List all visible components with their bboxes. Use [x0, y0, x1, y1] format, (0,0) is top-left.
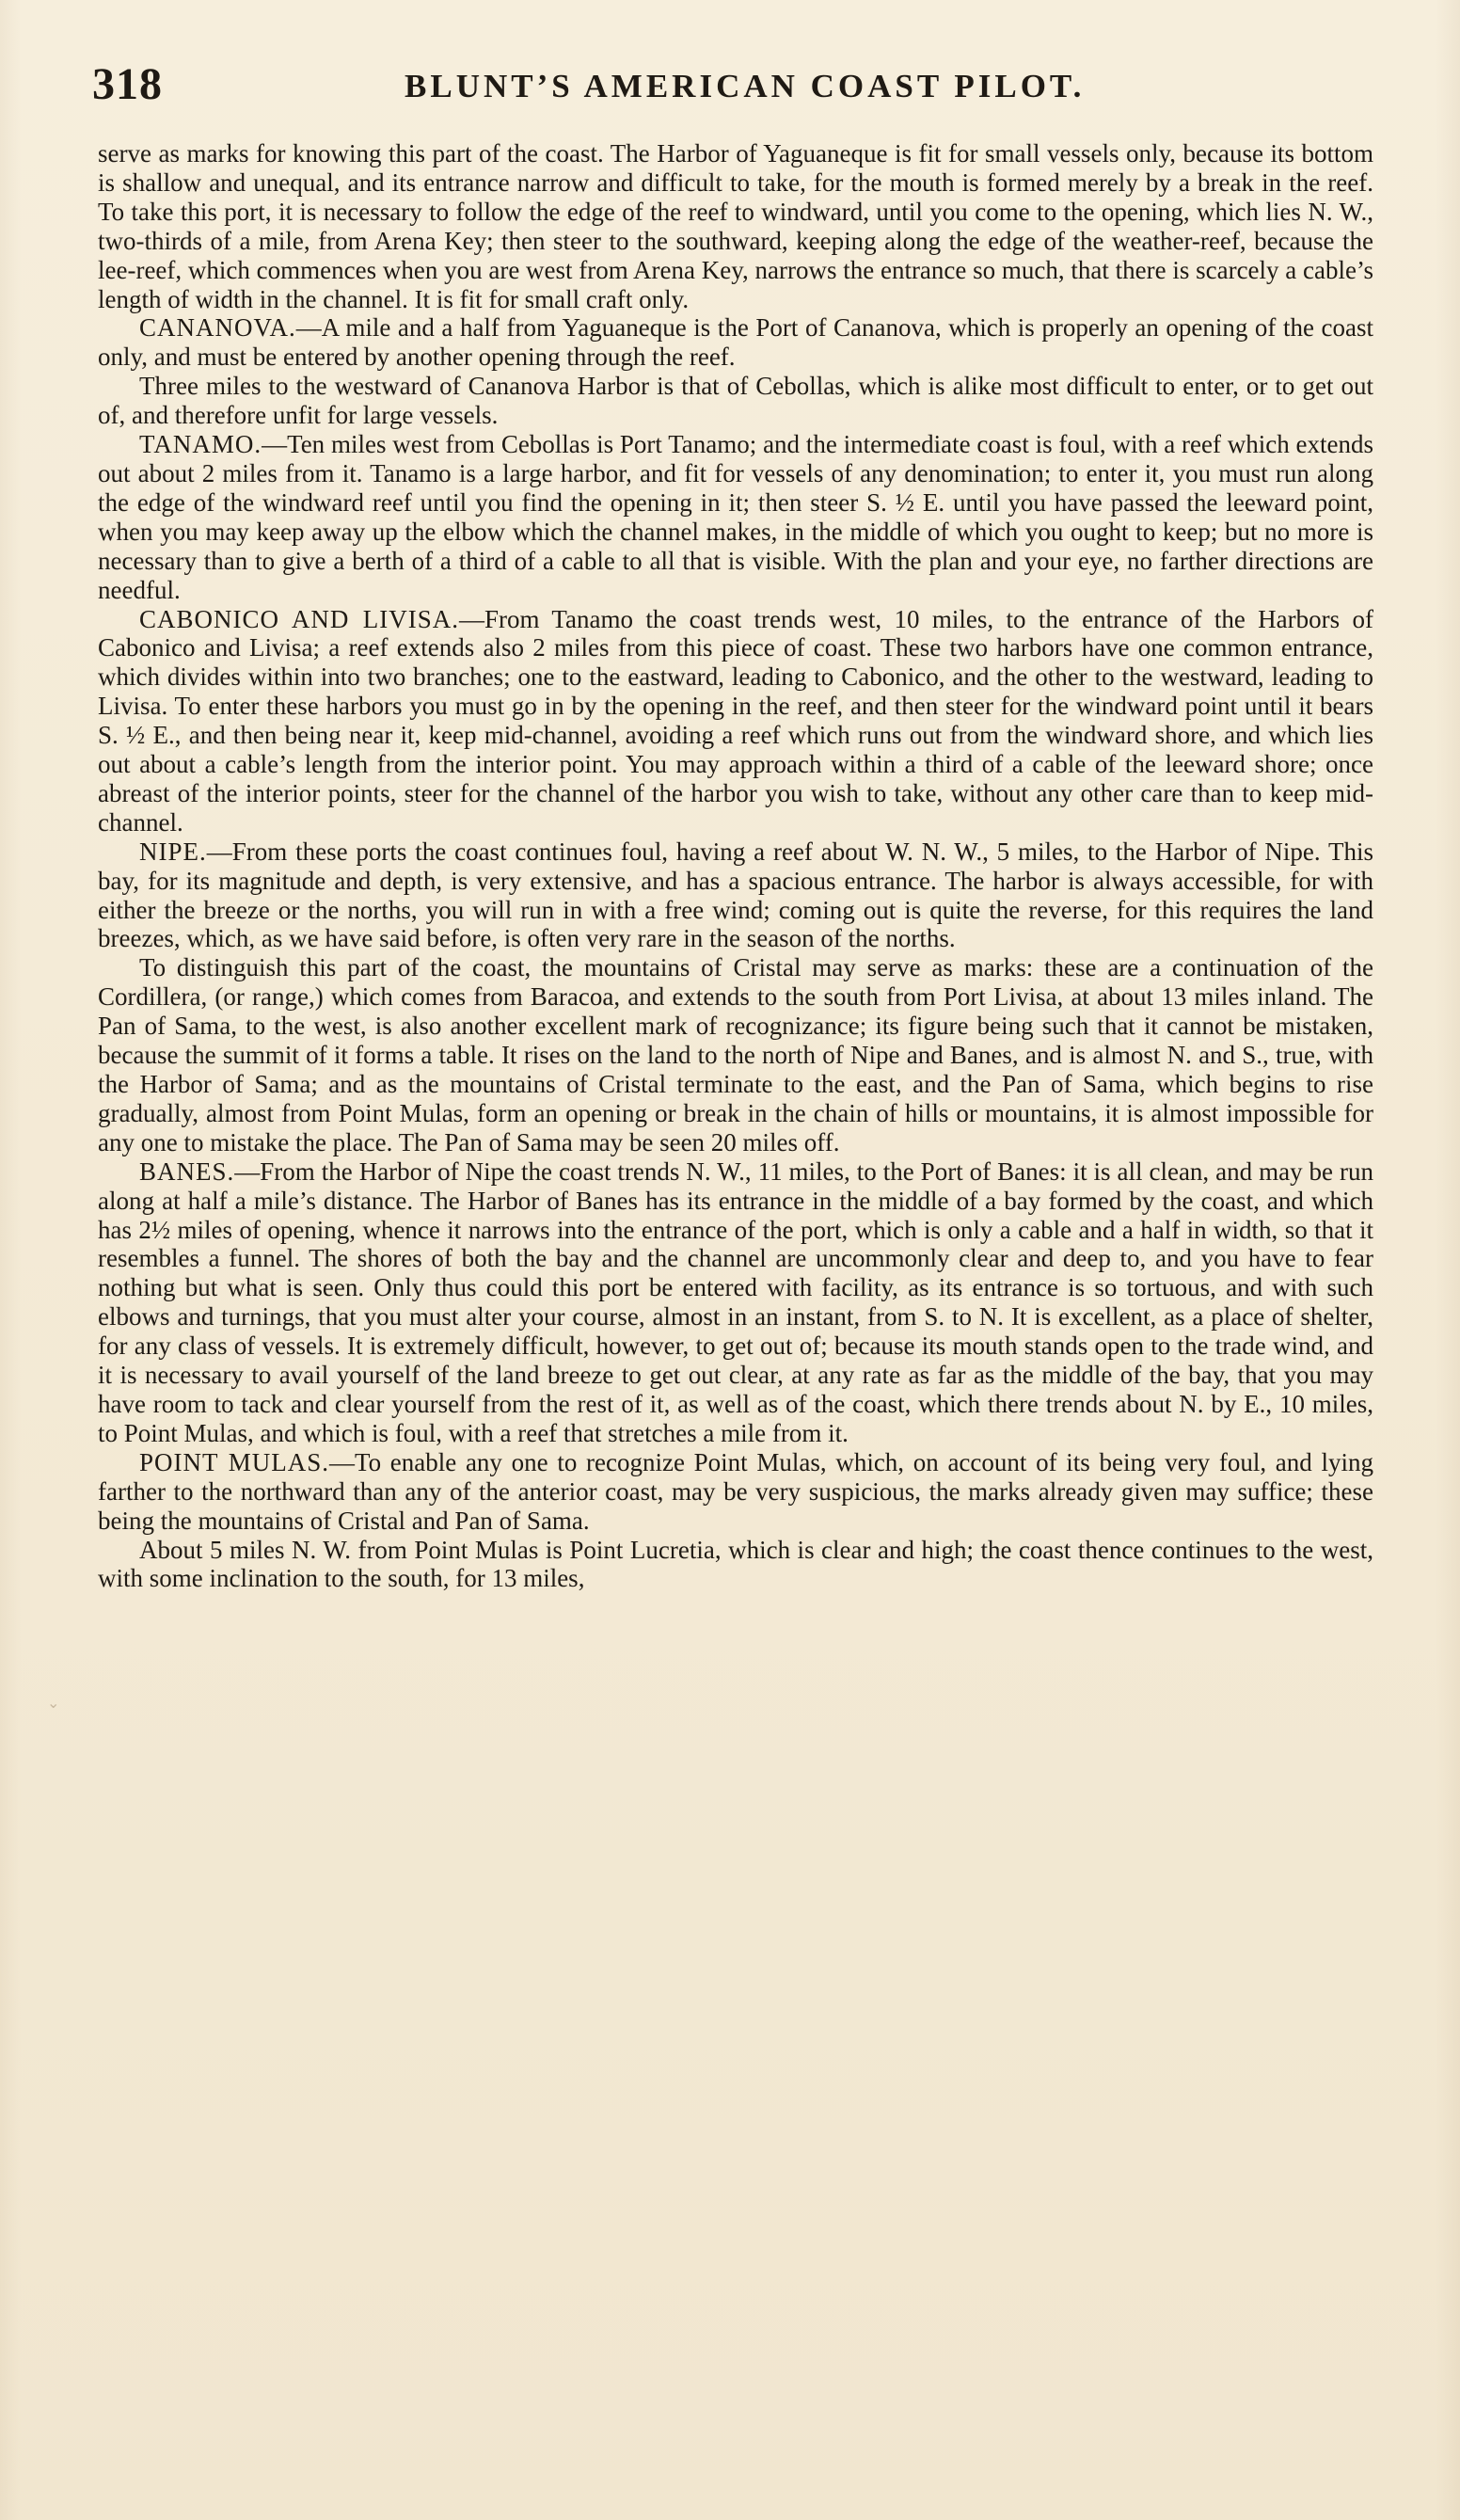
paragraph-point-lucretia: [98, 1536, 1373, 1594]
section-title-cabonico-livisa: CABONICO AND LIVISA.: [139, 604, 459, 633]
right-page-shadow: [1436, 0, 1460, 2520]
paragraph-banes: [98, 1157, 1373, 1448]
margin-mark: ⌄: [47, 1694, 60, 1712]
paragraph-1: [98, 139, 1373, 313]
paragraph-distinguish-coast: [98, 953, 1373, 1156]
section-title-cananova: CANANOVA.: [139, 313, 296, 343]
paragraph-point-mulas: [98, 1448, 1373, 1536]
main-text-block: [98, 139, 1373, 1593]
paragraph-nipe-text: —From these ports the coast continues foul, having a reef about W. N. W., 5 miles, to the Harbor of Nipe. This bay, for its magnitude and depth, is very extensive, and has a spacious entrance. The harbor is always accessible, for with either the breeze or the norths, you will run in with a free wind; coming out is quite the reverse, for this requires the land breezes, which, as we have said before, is often very rare in the season of the norths.: [98, 837, 1373, 953]
page-header: [0, 59, 1460, 122]
paragraph-cananova: [98, 313, 1373, 372]
paragraph-1-text: serve as marks for knowing this part of the coast. The Harbor of Yaguaneque is fit for small vessels only, because its bottom is shallow and unequal, and its entrance narrow and difficult to take, for the mouth is formed merely by a break in the reef. To take this port, it is necessary to follow the edge of the reef to windward, until you come to the opening, which lies N. W., two-thirds of a mile, from Arena Key; then steer to the southward, keeping along the edge of the weather-reef, because the lee-reef, which commences when you are west from Arena Key, narrows the entrance so much, that there is scarcely a cable’s length of width in the channel. It is fit for small craft only.: [98, 139, 1373, 313]
section-title-banes: BANES.: [139, 1156, 235, 1186]
paragraph-cebollas-text: Three miles to the westward of Cananova Harbor is that of Cebollas, which is alike most difficult to enter, or to get out of, and therefore unfit for large vessels.: [98, 372, 1373, 430]
paragraph-tanamo-text: —Ten miles west from Cebollas is Port Tanamo; and the intermediate coast is foul, with a reef which extends out about 2 miles from it. Tanamo is a large harbor, and fit for vessels of any denomination; to enter it, you must run along the edge of the windward reef until you find the opening in it; then steer S. ½ E. until you have passed the leeward point, when you may keep away up the elbow which the channel makes, in the middle of which you ought to keep; but no more is necessary than to give a berth of a third of a cable to all that is visible. With the plan and your eye, no farther directions are needful.: [98, 430, 1373, 604]
paragraph-distinguish-coast-text: To distinguish this part of the coast, the mountains of Cristal may serve as marks: these are a continuation of the Cordillera, (or range,) which comes from Baracoa, and extends to the south from Port Livisa, at about 13 miles inland. The Pan of Sama, to the west, is also another excellent mark of recognizance; its figure being such that it cannot be mistaken, because the summit of it forms a table. It rises on the land to the north of Nipe and Banes, and is almost N. and S., true, with the Harbor of Sama; and as the mountains of Cristal terminate to the east, and the Pan of Sama, which begins to rise gradually, almost from Point Mulas, form an opening or break in the chain of hills or mountains, it is almost impossible for any one to mistake the place. The Pan of Sama may be seen 20 miles off.: [98, 953, 1373, 1156]
paragraph-tanamo: [98, 430, 1373, 604]
section-title-tanamo: TANAMO.: [139, 430, 262, 459]
paragraph-point-mulas-text: —To enable any one to recognize Point Mulas, which, on account of its being very foul, and lying farther to the northward than any of the anterior coast, may be very suspicious, the marks already given may suffice; these being the mountains of Cristal and Pan of Sama.: [98, 1447, 1373, 1535]
section-title-point-mulas: POINT MULAS.: [139, 1447, 329, 1476]
left-page-shadow: [0, 0, 21, 2520]
section-title-nipe: NIPE.: [139, 837, 207, 866]
paragraph-cabonico-livisa-text: —From Tanamo the coast trends west, 10 miles, to the entrance of the Harbors of Cabonico and Livisa; a reef extends also 2 miles from this piece of coast. These two harbors have one common entrance, which divides within into two branches; one to the eastward, leading to Cabonico, and the other to the westward, leading to Livisa. To enter these harbors you must go in by the opening in the reef, and then steer for the windward point until it bears S. ½ E., and then being near it, keep mid-channel, avoiding a reef which runs out from the windward shore, and which lies out about a cable’s length from the interior point. You may approach within a third of a cable of the leeward shore; once abreast of the interior points, steer for the channel of the harbor you wish to take, without any other care than to keep mid-channel.: [98, 604, 1373, 837]
paragraph-point-lucretia-text: About 5 miles N. W. from Point Mulas is Point Lucretia, which is clear and high; the coast thence continues to the west, with some inclination to the south, for 13 miles,: [98, 1535, 1373, 1593]
page-number: 318: [92, 59, 163, 109]
paragraph-cananova-text: —A mile and a half from Yaguaneque is the Port of Cananova, which is properly an opening of the coast only, and must be entered by another opening through the reef.: [98, 313, 1373, 372]
paragraph-cebollas: [98, 372, 1373, 430]
running-title: BLUNT’S AMERICAN COAST PILOT.: [405, 68, 1086, 104]
paragraph-cabonico-livisa: [98, 605, 1373, 837]
paragraph-nipe: [98, 837, 1373, 954]
paragraph-banes-text: —From the Harbor of Nipe the coast trends N. W., 11 miles, to the Port of Banes: it is all clean, and may be run along at half a mile’s distance. The Harbor of Banes has its entrance in the middle of a bay formed by the coast, and which has 2½ miles of opening, whence it narrows into the entrance of the port, which is only a cable and a half in width, so that it resembles a funnel. The shores of both the bay and the channel are uncommonly clear and deep to, and you have to fear nothing but what is seen. Only thus could this port be entered with facility, as its entrance is so tortuous, and with such elbows and turnings, that you must alter your course, almost in an instant, from S. to N. It is excellent, as a place of shelter, for any class of vessels. It is extremely difficult, however, to get out of; because its mouth stands open to the trade wind, and it is necessary to avail yourself of the land breeze to get out clear, at any rate as far as the middle of the bay, that you may have room to tack and clear yourself from the rest of it, as well as of the coast, which there trends about N. by E., 10 miles, to Point Mulas, and which is foul, with a reef that stretches a mile from it.: [98, 1156, 1373, 1447]
